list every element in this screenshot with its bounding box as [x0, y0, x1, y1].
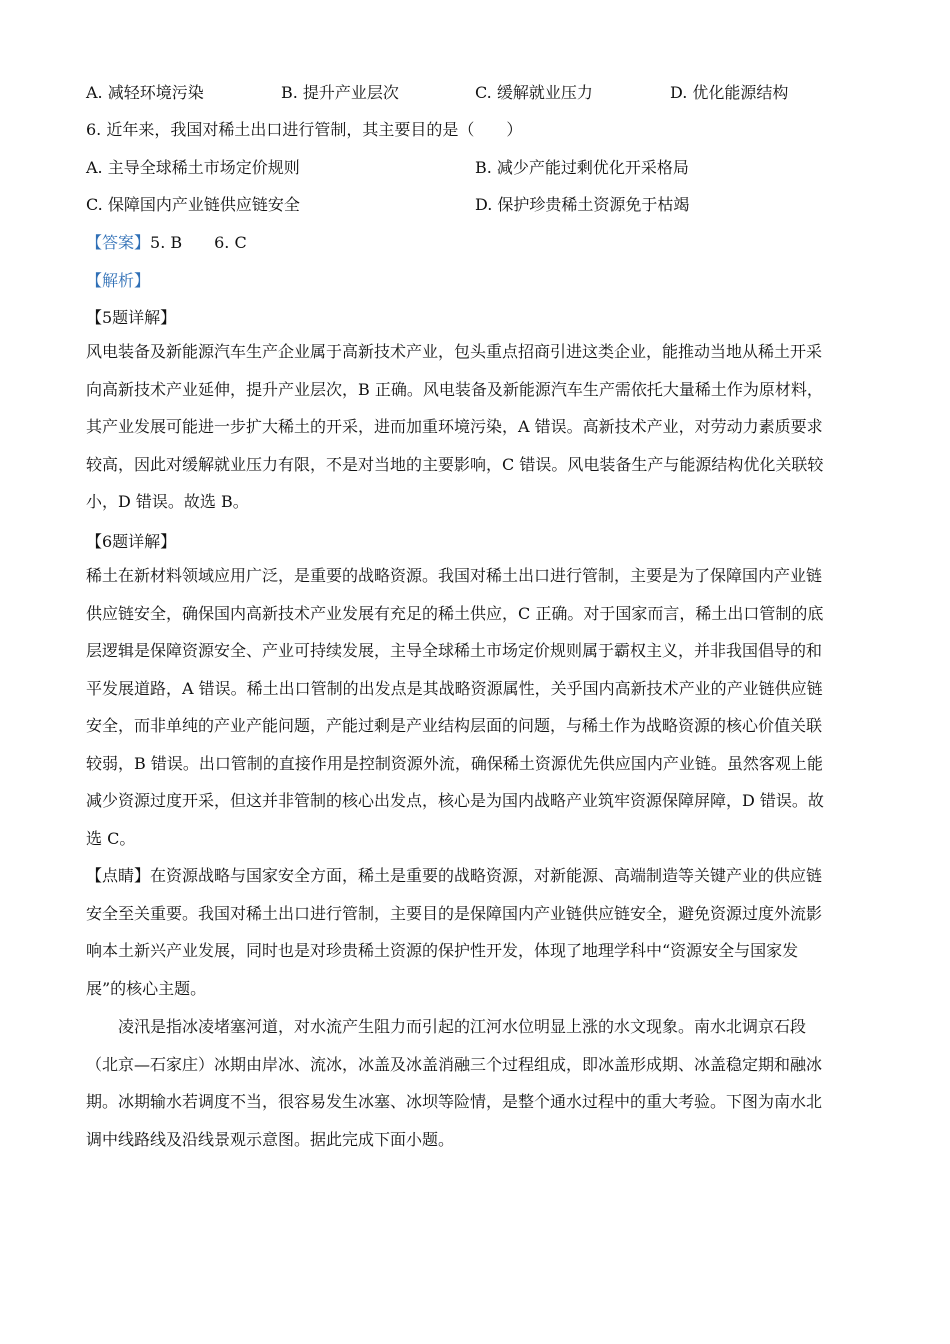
tip-first-text: 在资源战略与国家安全方面，稀土是重要的战略资源，对新能源、高端制造等关键产业的供应链 [150, 866, 823, 885]
detail5-paragraph [86, 333, 866, 521]
tip-tag: 【点睛】 [86, 866, 151, 885]
detail5-line: 向高新技术产业延伸，提升产业层次，B 正确。风电装备及新能源汽车生产需依托大量稀土作为原材料， [86, 379, 823, 399]
tip-line: 响本土新兴产业发展，同时也是对珍贵稀土资源的保护性开发，体现了地理学科中“资源安全与国家发 [86, 941, 799, 960]
tip-line: 展”的核心主题。 [86, 978, 207, 998]
detail6-line: 平发展道路，A 错误。稀土出口管制的出发点是其战略资源属性，关乎国内高新技术产业的产业链供应链 [86, 678, 823, 698]
detail6-paragraph [86, 557, 866, 857]
passage-paragraph [86, 1008, 866, 1158]
answer-tag: 【答案】 [86, 233, 151, 252]
detail6-line: 层逻辑是保障资源安全、产业可持续发展，主导全球稀土市场定价规则属于霸权主义，并非我国倡导的和 [86, 641, 823, 660]
detail6-title: 【6题详解】 [86, 532, 177, 551]
tip-paragraph [86, 857, 866, 1007]
answer-line [86, 230, 247, 253]
detail6-line: 较弱，B 错误。出口管制的直接作用是控制资源外流，确保稀土资源优先供应国内产业链。虽然客观上能 [86, 753, 823, 773]
detail6-line: 稀土在新材料领域应用广泛，是重要的战略资源。我国对稀土出口进行管制，主要是为了保障国内产业链 [86, 566, 823, 585]
q6-option-a: A. 主导全球稀土市场定价规则 [86, 158, 300, 177]
q6-stem: 6. 近年来，我国对稀土出口进行管制，其主要目的是（ ） [86, 120, 523, 139]
detail6-line: 减少资源过度开采，但这并非管制的核心出发点，核心是为国内战略产业筑牢资源保障屏障，D 错误。故 [86, 791, 824, 810]
detail5-line: 风电装备及新能源汽车生产企业属于高新技术产业，包头重点招商引进这类企业，能推动当地从稀土开采 [86, 342, 823, 361]
q5-option-b: B. 提升产业层次 [281, 83, 399, 102]
detail6-line: 供应链安全，确保国内高新技术产业发展有充足的稀土供应，C 正确。对于国家而言，稀土出口管制的底 [86, 603, 824, 623]
detail6-line: 安全，而非单纯的产业产能问题，产能过剩是产业结构层面的问题，与稀土作为战略资源的核心价值关联 [86, 716, 823, 735]
answer-text: 5. B 6. C [150, 233, 247, 252]
q6-options-row-1 [86, 155, 886, 183]
passage-line: 调中线路线及沿线景观示意图。据此完成下面小题。 [86, 1129, 455, 1149]
detail5-line: 较高，因此对缓解就业压力有限，不是对当地的主要影响，C 错误。风电装备生产与能源结构优化关联较 [86, 454, 824, 474]
q5-option-d: D. 优化能源结构 [670, 83, 789, 102]
tip-line: 安全至关重要。我国对稀土出口进行管制，主要目的是保障国内产业链供应链安全，避免资源过度外流影 [86, 903, 823, 923]
q5-option-c: C. 缓解就业压力 [475, 83, 593, 102]
detail5-title: 【5题详解】 [86, 308, 177, 327]
passage-line: （北京—石家庄）冰期由岸冰、流冰，冰盖及冰盖消融三个过程组成，即冰盖形成期、冰盖稳定期和融冰 [86, 1054, 823, 1074]
q6-option-d: D. 保护珍贵稀土资源免于枯竭 [475, 195, 690, 214]
tip-first-line [86, 857, 866, 895]
q6-option-b: B. 减少产能过剩优化开采格局 [475, 158, 689, 177]
detail5-line: 其产业发展可能进一步扩大稀土的开采，进而加重环境污染，A 错误。高新技术产业，对劳动力素质要求 [86, 417, 823, 436]
passage-line: 期。冰期输水若调度不当，很容易发生冰塞、冰坝等险情，是整个通水过程中的重大考验。下图为南水北 [86, 1092, 823, 1111]
q6-option-c: C. 保障国内产业链供应链安全 [86, 195, 300, 214]
detail5-line: 小，D 错误。故选 B。 [86, 492, 249, 511]
q5-option-a: A. 减轻环境污染 [86, 83, 204, 102]
detail6-line: 选 C。 [86, 828, 136, 848]
analysis-tag: 【解析】 [86, 271, 151, 290]
q5-options [86, 80, 886, 108]
q6-options-row-2 [86, 192, 886, 220]
passage-line: 凌汛是指冰凌堵塞河道，对水流产生阻力而引起的江河水位明显上涨的水文现象。南水北调京石段 [118, 1017, 807, 1036]
